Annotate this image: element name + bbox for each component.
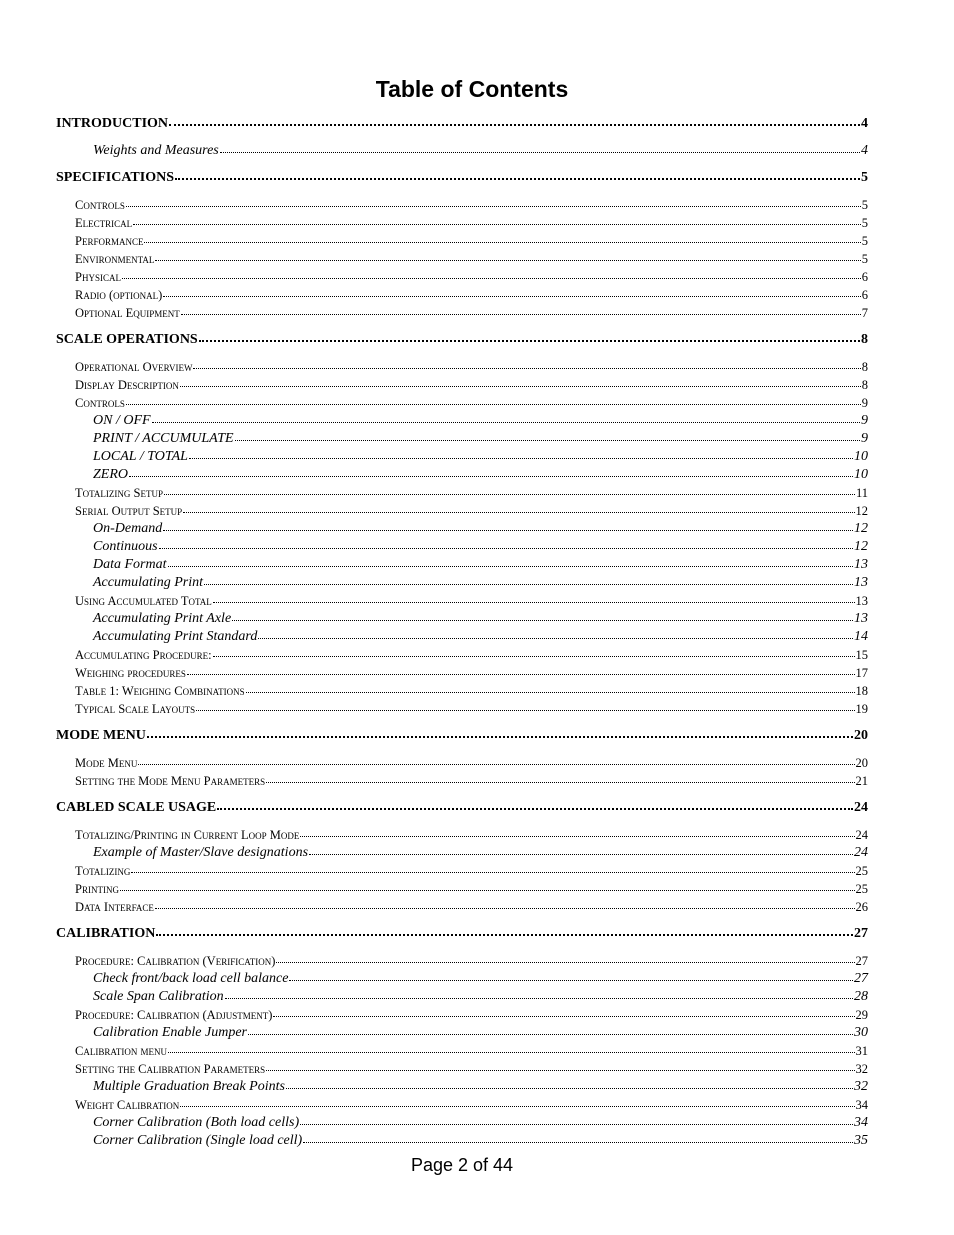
toc-section-heading[interactable]	[56, 799, 868, 817]
toc-subsubsection-entry[interactable]	[56, 610, 868, 628]
dot-leader	[213, 601, 855, 603]
toc-entry-title: Procedure: Calibration (Adjustment)	[75, 1008, 273, 1022]
toc-subsubsection-entry[interactable]	[56, 988, 868, 1006]
toc-entry-page-number: 27	[854, 926, 868, 941]
toc-entry-page-number: 20	[854, 728, 868, 743]
toc-entry-title: Data Interface	[75, 900, 154, 914]
dot-leader	[199, 339, 860, 342]
dot-leader	[232, 619, 853, 621]
toc-entry-page-number: 9	[861, 396, 868, 410]
toc-entry-page-number: 5	[861, 234, 868, 248]
toc-subsubsection-entry[interactable]	[56, 142, 868, 160]
toc-subsection-entry[interactable]	[56, 502, 868, 520]
dot-leader	[204, 583, 853, 585]
dot-leader	[138, 763, 854, 765]
toc-entry-title: Check front/back load cell balance	[93, 971, 289, 986]
toc-entry-page-number: 4	[861, 143, 868, 158]
toc-subsubsection-entry[interactable]	[56, 466, 868, 484]
dot-leader	[155, 907, 855, 909]
toc-entry-title: Accumulating Print	[93, 575, 204, 590]
page-footer: Page 2 of 44	[410, 1155, 514, 1175]
dot-leader	[147, 735, 853, 738]
toc-subsection-entry[interactable]	[56, 772, 868, 790]
toc-entry-title: Weighing procedures	[75, 666, 186, 680]
toc-subsection-entry[interactable]	[56, 304, 868, 322]
toc-subsection-entry[interactable]	[56, 484, 868, 502]
toc-section-heading[interactable]	[56, 727, 868, 745]
toc-entry-title: Totalizing	[75, 864, 131, 878]
toc-entry-page-number: 12	[854, 539, 868, 554]
toc-entry-page-number: 18	[855, 684, 868, 698]
toc-section-heading[interactable]	[56, 115, 868, 133]
toc-entry-page-number: 13	[854, 575, 868, 590]
toc-entry-page-number: 28	[854, 989, 868, 1004]
toc-entry-title: Display Description	[75, 378, 179, 392]
dot-leader	[273, 1015, 854, 1017]
toc-entry-title: PRINT / ACCUMULATE	[93, 431, 234, 446]
dot-leader	[300, 835, 854, 837]
toc-subsection-entry[interactable]	[56, 754, 868, 772]
dot-leader	[193, 367, 860, 369]
dot-leader	[169, 123, 860, 126]
toc-subsection-entry[interactable]	[56, 952, 868, 970]
dot-leader	[144, 241, 860, 243]
dot-leader	[266, 1069, 854, 1071]
toc-entry-title: Corner Calibration (Single load cell)	[93, 1133, 303, 1148]
dot-leader	[155, 259, 860, 261]
toc-subsection-entry[interactable]	[56, 214, 868, 232]
dot-leader	[152, 421, 860, 423]
toc-subsubsection-entry[interactable]	[56, 1132, 868, 1150]
toc-subsection-entry[interactable]	[56, 1060, 868, 1078]
toc-entry-page-number: 32	[854, 1079, 868, 1094]
toc-entry-title: Mode Menu	[75, 756, 138, 770]
toc-entry-page-number: 6	[861, 288, 868, 302]
toc-subsection-entry[interactable]	[56, 1042, 868, 1060]
toc-subsection-entry[interactable]	[56, 358, 868, 376]
toc-entry-title: Environmental	[75, 252, 155, 266]
toc-subsubsection-entry[interactable]	[56, 448, 868, 466]
toc-entry-title: Weight Calibration	[75, 1098, 180, 1112]
dot-leader	[248, 1033, 853, 1035]
dot-leader	[276, 961, 854, 963]
dot-leader	[163, 529, 853, 531]
toc-entry-page-number: 13	[854, 557, 868, 572]
toc-entry-page-number: 30	[854, 1025, 868, 1040]
toc-subsubsection-entry[interactable]	[56, 970, 868, 988]
dot-leader	[159, 547, 853, 549]
dot-leader	[286, 1087, 853, 1089]
dot-leader	[180, 1105, 854, 1107]
toc-entry-page-number: 29	[855, 1008, 868, 1022]
toc-entry-title: Controls	[75, 198, 125, 212]
dot-leader	[168, 1051, 855, 1053]
page-title: Table of Contents	[375, 76, 569, 102]
toc-entry-title: Printing	[75, 882, 119, 896]
dot-leader	[246, 691, 855, 693]
toc-subsubsection-entry[interactable]	[56, 430, 868, 448]
toc-entry-title: Table 1: Weighing Combinations	[75, 684, 245, 698]
toc-subsection-entry[interactable]	[56, 700, 868, 718]
toc-entry-page-number: 8	[861, 332, 868, 347]
toc-entry-title: Calibration menu	[75, 1044, 167, 1058]
dot-leader	[126, 205, 861, 207]
toc-entry-title: Physical	[75, 270, 121, 284]
toc-entry-title: ON / OFF	[93, 413, 151, 428]
toc-entry-page-number: 34	[855, 1098, 868, 1112]
toc-subsection-entry[interactable]	[56, 394, 868, 412]
dot-leader	[217, 807, 853, 810]
toc-subsubsection-entry[interactable]	[56, 556, 868, 574]
toc-section-heading[interactable]	[56, 331, 868, 349]
dot-leader	[309, 853, 853, 855]
toc-entry-title: Accumulating Procedure:	[75, 648, 212, 662]
toc-entry-title: Electrical	[75, 216, 133, 230]
toc-subsection-entry[interactable]	[56, 898, 868, 916]
toc-entry-page-number: 34	[854, 1115, 868, 1130]
toc-entry-title: Setting the Mode Menu Parameters	[75, 774, 266, 788]
toc-entry-title: Weights and Measures	[93, 143, 219, 158]
toc-subsection-entry[interactable]	[56, 268, 868, 286]
toc-entry-page-number: 26	[855, 900, 868, 914]
dot-leader	[131, 871, 854, 873]
toc-entry-title: CALIBRATION	[56, 926, 156, 941]
toc-entry-title: Typical Scale Layouts	[75, 702, 196, 716]
toc-subsection-entry[interactable]	[56, 592, 868, 610]
dot-leader	[156, 933, 853, 936]
toc-entry-page-number: 4	[861, 116, 868, 131]
toc-subsection-entry[interactable]	[56, 880, 868, 898]
toc-entry-title: Totalizing Setup	[75, 486, 163, 500]
toc-subsubsection-entry[interactable]	[56, 1024, 868, 1042]
toc-entry-page-number: 25	[855, 864, 868, 878]
toc-entry-title: Accumulating Print Axle	[93, 611, 232, 626]
dot-leader	[213, 655, 855, 657]
toc-subsubsection-entry[interactable]	[56, 844, 868, 862]
toc-subsubsection-entry[interactable]	[56, 628, 868, 646]
toc-entry-title: CABLED SCALE USAGE	[56, 800, 217, 815]
toc-entry-page-number: 11	[855, 486, 868, 500]
dot-leader	[120, 889, 855, 891]
toc-entry-title: LOCAL / TOTAL	[93, 449, 188, 464]
dot-leader	[187, 673, 855, 675]
toc-entry-page-number: 13	[854, 611, 868, 626]
toc-section-heading[interactable]	[56, 169, 868, 187]
toc-entry-page-number: 12	[854, 521, 868, 536]
toc-subsubsection-entry[interactable]	[56, 574, 868, 592]
table-of-contents	[56, 115, 868, 1150]
toc-entry-page-number: 7	[861, 306, 868, 320]
toc-entry-page-number: 24	[854, 845, 868, 860]
toc-entry-title: Optional Equipment	[75, 306, 180, 320]
dot-leader	[235, 439, 860, 441]
dot-leader	[289, 979, 853, 981]
dot-leader	[181, 313, 861, 315]
toc-entry-title: ZERO	[93, 467, 128, 482]
dot-leader	[126, 403, 861, 405]
toc-entry-page-number: 5	[861, 252, 868, 266]
toc-entry-page-number: 25	[855, 882, 868, 896]
toc-entry-page-number: 5	[861, 198, 868, 212]
dot-leader	[180, 385, 861, 387]
toc-subsection-entry[interactable]	[56, 826, 868, 844]
toc-subsubsection-entry[interactable]	[56, 412, 868, 430]
toc-entry-page-number: 24	[854, 800, 868, 815]
toc-entry-page-number: 19	[855, 702, 868, 716]
toc-subsubsection-entry[interactable]	[56, 1078, 868, 1096]
toc-entry-page-number: 21	[855, 774, 868, 788]
toc-entry-title: Using Accumulated Total	[75, 594, 212, 608]
toc-subsubsection-entry[interactable]	[56, 1114, 868, 1132]
toc-subsection-entry[interactable]	[56, 1006, 868, 1024]
toc-subsection-entry[interactable]	[56, 376, 868, 394]
toc-entry-page-number: 15	[855, 648, 868, 662]
toc-entry-title: Multiple Graduation Break Points	[93, 1079, 285, 1094]
dot-leader	[168, 565, 854, 567]
toc-entry-page-number: 12	[855, 504, 868, 518]
toc-entry-page-number: 10	[854, 467, 868, 482]
dot-leader	[303, 1141, 853, 1143]
toc-entry-page-number: 31	[855, 1044, 868, 1058]
toc-entry-title: INTRODUCTION	[56, 116, 169, 131]
toc-entry-page-number: 10	[854, 449, 868, 464]
toc-entry-title: Setting the Calibration Parameters	[75, 1062, 266, 1076]
toc-entry-title: Scale Span Calibration	[93, 989, 224, 1004]
toc-entry-title: Controls	[75, 396, 125, 410]
toc-entry-page-number: 9	[861, 413, 868, 428]
toc-subsection-entry[interactable]	[56, 1096, 868, 1114]
dot-leader	[175, 177, 860, 180]
toc-entry-page-number: 13	[855, 594, 868, 608]
toc-entry-page-number: 8	[861, 378, 868, 392]
toc-entry-page-number: 24	[855, 828, 868, 842]
toc-subsection-entry[interactable]	[56, 664, 868, 682]
toc-entry-page-number: 8	[861, 360, 868, 374]
toc-entry-title: Serial Output Setup	[75, 504, 183, 518]
toc-subsection-entry[interactable]	[56, 232, 868, 250]
toc-entry-title: SCALE OPERATIONS	[56, 332, 198, 347]
toc-entry-page-number: 5	[861, 170, 868, 185]
toc-entry-title: Totalizing/Printing in Current Loop Mode	[75, 828, 300, 842]
dot-leader	[196, 709, 854, 711]
dot-leader	[129, 475, 853, 477]
toc-entry-page-number: 27	[855, 954, 868, 968]
toc-entry-title: Data Format	[93, 557, 167, 572]
toc-section-heading[interactable]	[56, 925, 868, 943]
toc-entry-title: Accumulating Print Standard	[93, 629, 258, 644]
toc-entry-title: Procedure: Calibration (Verification)	[75, 954, 276, 968]
toc-entry-page-number: 6	[861, 270, 868, 284]
toc-entry-title: Calibration Enable Jumper	[93, 1025, 247, 1040]
dot-leader	[189, 457, 853, 459]
toc-entry-title: Corner Calibration (Both load cells)	[93, 1115, 300, 1130]
toc-subsection-entry[interactable]	[56, 646, 868, 664]
toc-subsubsection-entry[interactable]	[56, 520, 868, 538]
dot-leader	[300, 1123, 853, 1125]
toc-subsection-entry[interactable]	[56, 250, 868, 268]
dot-leader	[122, 277, 861, 279]
toc-entry-page-number: 20	[855, 756, 868, 770]
toc-entry-page-number: 5	[861, 216, 868, 230]
dot-leader	[220, 151, 860, 153]
toc-entry-title: Operational Overview	[75, 360, 193, 374]
dot-leader	[225, 997, 853, 999]
dot-leader	[183, 511, 854, 513]
toc-entry-title: Radio (optional)	[75, 288, 163, 302]
toc-entry-page-number: 32	[855, 1062, 868, 1076]
toc-entry-page-number: 35	[854, 1133, 868, 1148]
toc-entry-title: On-Demand	[93, 521, 163, 536]
dot-leader	[133, 223, 861, 225]
dot-leader	[266, 781, 854, 783]
toc-entry-page-number: 17	[855, 666, 868, 680]
toc-entry-page-number: 9	[861, 431, 868, 446]
toc-entry-title: Continuous	[93, 539, 158, 554]
toc-subsection-entry[interactable]	[56, 862, 868, 880]
dot-leader	[258, 637, 853, 639]
toc-entry-title: SPECIFICATIONS	[56, 170, 174, 185]
toc-entry-title: Performance	[75, 234, 144, 248]
toc-subsubsection-entry[interactable]	[56, 538, 868, 556]
toc-subsection-entry[interactable]	[56, 286, 868, 304]
toc-subsection-entry[interactable]	[56, 682, 868, 700]
toc-entry-page-number: 14	[854, 629, 868, 644]
dot-leader	[164, 493, 855, 495]
dot-leader	[163, 295, 860, 297]
toc-subsection-entry[interactable]	[56, 196, 868, 214]
toc-entry-title: MODE MENU	[56, 728, 146, 743]
toc-entry-page-number: 27	[854, 971, 868, 986]
toc-entry-title: Example of Master/Slave designations	[93, 845, 309, 860]
